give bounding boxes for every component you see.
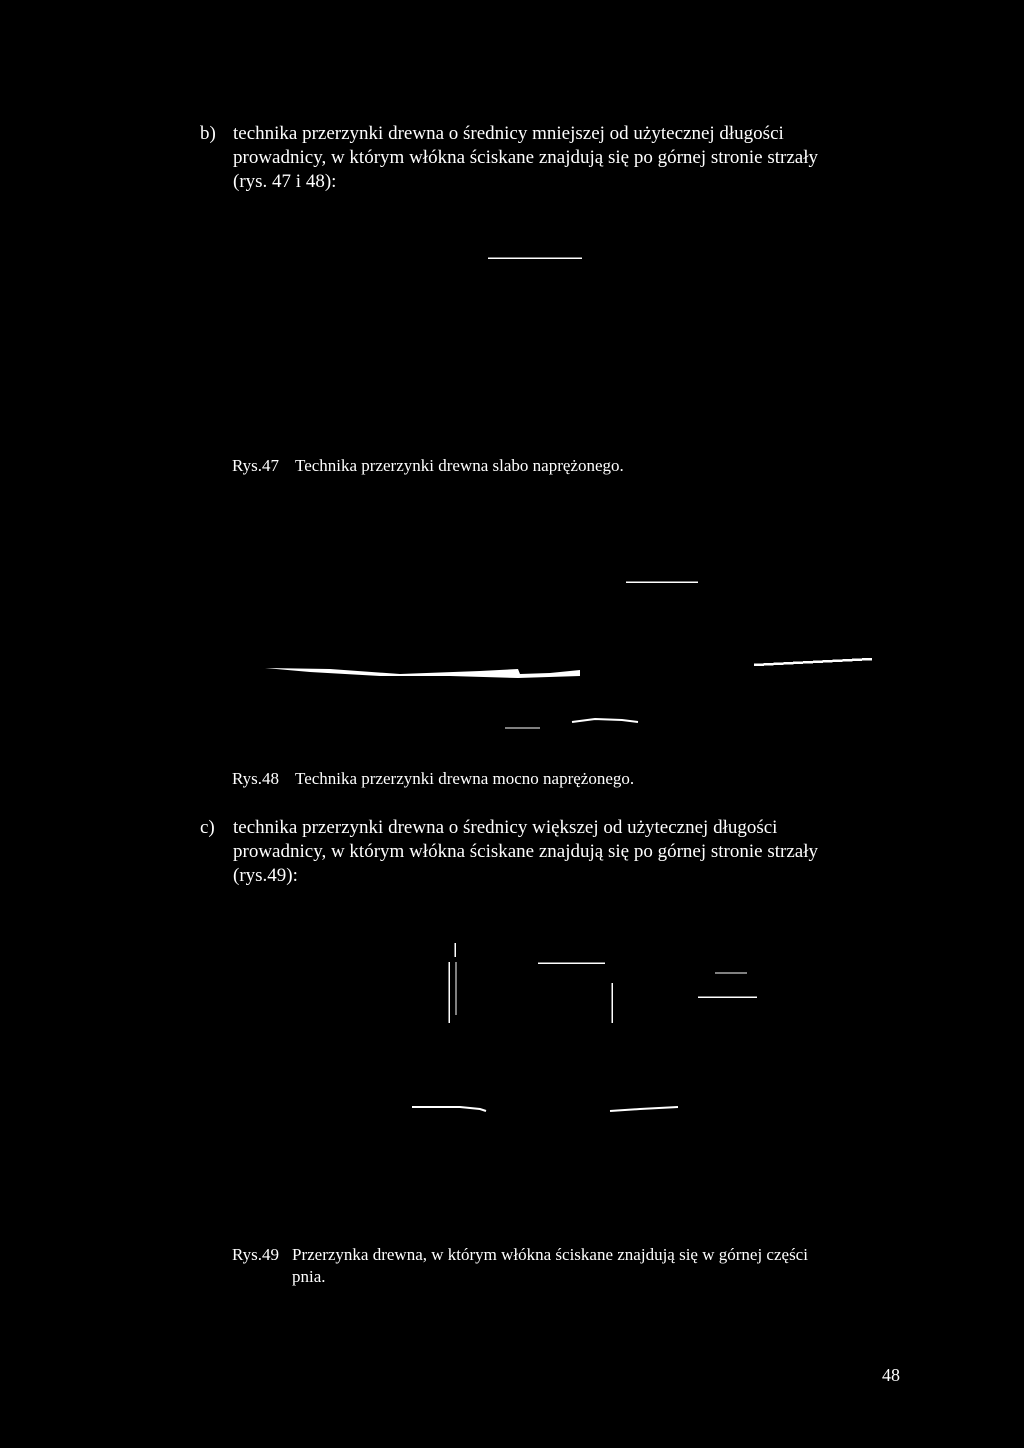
figure-48-image (250, 570, 890, 740)
figure-47-caption (232, 455, 832, 477)
figure-48-label: Rys.48 (232, 769, 280, 788)
figure-49-stroke (610, 1107, 678, 1111)
section-c-marker: c) (200, 817, 215, 838)
section-c-text: technika przerzynki drewna o średnicy większej od użytecznej długości prowadnicy, w którym włókna ściskane znajdują się po górnej stronie strzały (rys.49): (233, 817, 818, 886)
figure-48-caption-text: Technika przerzynki drewna mocno naprężonego. (295, 769, 635, 788)
figure-47-label: Rys.47 (232, 456, 280, 475)
figure-49-image (400, 935, 780, 1135)
figure-49-caption (232, 1244, 892, 1288)
figure-48-saw-bar (265, 668, 580, 678)
figure-48-stroke (572, 719, 638, 722)
section-b (200, 122, 900, 198)
figure-49-caption-text: Przerzynka drewna, w którym włókna ściskane znajdują się w górnej części pnia. (292, 1245, 808, 1286)
figure-48-caption (232, 768, 832, 790)
section-c (200, 816, 900, 892)
figure-47-image (470, 240, 610, 280)
figure-47-caption-text: Technika przerzynki drewna slabo naprężonego. (295, 456, 624, 475)
figure-49-label: Rys.49 (232, 1245, 280, 1264)
figure-48-stroke (754, 659, 872, 665)
section-b-marker: b) (200, 123, 216, 144)
figure-49-stroke (412, 1107, 486, 1111)
page-number: 48 (882, 1365, 900, 1385)
section-b-text: technika przerzynki drewna o średnicy mniejszej od użytecznej długości prowadnicy, w którym włókna ściskane znajdują się po górnej stronie strzały (rys. 47 i 48): (233, 123, 818, 192)
